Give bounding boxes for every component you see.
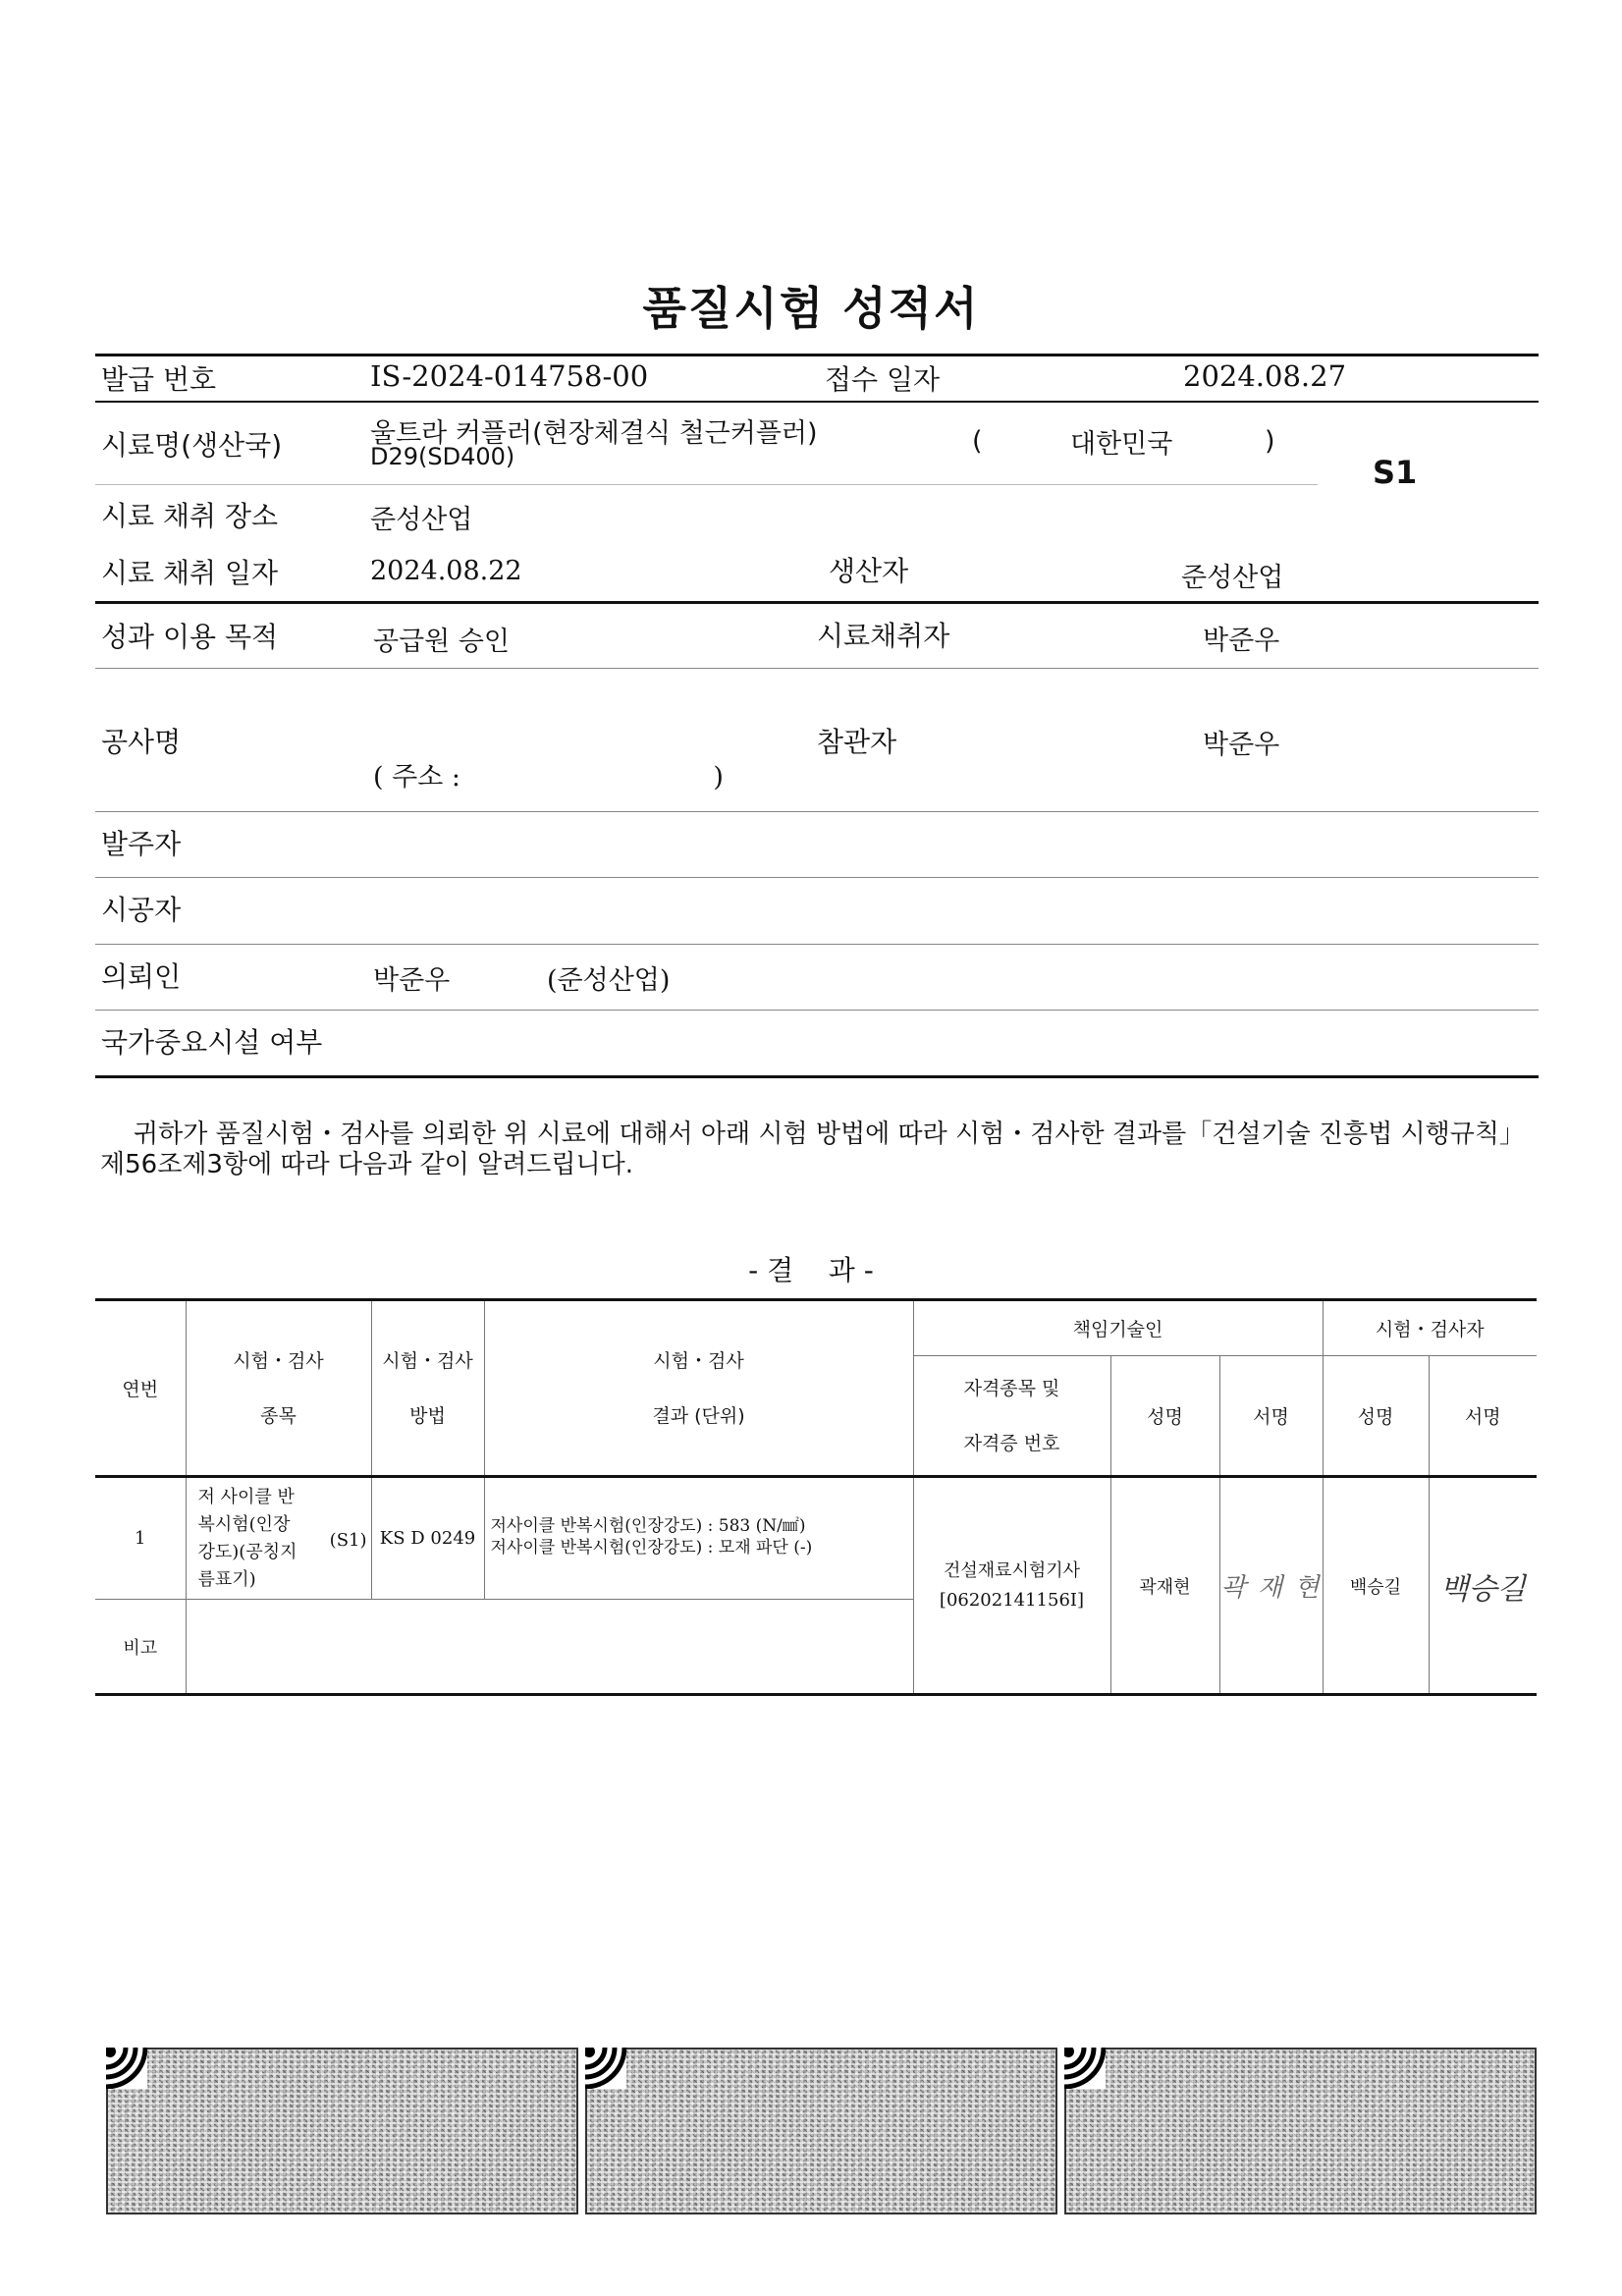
col-tester-header: 시험・검사자	[1323, 1300, 1537, 1356]
header-rule	[95, 401, 1539, 403]
receipt-date-label: 접수 일자	[825, 363, 941, 396]
divider	[95, 944, 1539, 945]
col-result-header	[484, 1300, 913, 1477]
verification-code-2	[585, 2048, 1057, 2214]
test-result	[484, 1477, 913, 1600]
sampling-date-label: 시료 채취 일자	[101, 557, 279, 589]
divider	[95, 1010, 1539, 1011]
project-name-label: 공사명	[101, 726, 182, 758]
sample-name: 울트라 커플러(현장체결식 철근커플러)	[370, 418, 818, 449]
qualification-number: [06202141156I]	[939, 1589, 1085, 1611]
col-method-header-line2: 방법	[409, 1404, 446, 1427]
header-bottom-rule	[95, 1075, 1539, 1078]
col-engineer-sign-header: 서명	[1219, 1356, 1323, 1477]
tester-signature	[1429, 1477, 1537, 1695]
country-paren-open: (	[972, 426, 983, 457]
sample-name-label: 시료명(생산국)	[101, 429, 283, 462]
test-method: KS D 0249	[371, 1477, 484, 1600]
client-label: 발주자	[101, 828, 182, 860]
country-paren-close: )	[1265, 426, 1275, 457]
test-item	[186, 1477, 371, 1600]
test-item-line4: 름표기)	[197, 1568, 256, 1590]
row-no: 1	[95, 1477, 186, 1600]
test-result-line1: 저사이클 반복시험(인장강도) : 583 (N/㎟)	[490, 1516, 806, 1536]
producer: 준성산업	[1181, 563, 1284, 593]
divider	[95, 811, 1539, 812]
col-method-header-line1: 시험・검사	[382, 1349, 473, 1372]
tester-name: 백승길	[1323, 1477, 1429, 1695]
verification-code-3	[1064, 2048, 1537, 2214]
issue-no-label: 발급 번호	[101, 363, 217, 396]
requester: 박준우	[373, 965, 451, 996]
col-item-header-line1: 시험・검사	[233, 1349, 324, 1372]
verification-code-1	[106, 2048, 578, 2214]
remarks-label: 비고	[95, 1600, 186, 1695]
col-method-header	[371, 1300, 484, 1477]
intro-statement: 귀하가 품질시험・검사를 의뢰한 위 시료에 대해서 아래 시험 방법에 따라 시험・검사한 결과를「건설기술 진흥법 시행규칙」제56조제3항에 따라 다음과 같이 알려드립니다.	[100, 1120, 1513, 1179]
divider	[95, 877, 1539, 878]
requester-label: 의뢰인	[101, 960, 182, 993]
results-table	[95, 1298, 1537, 1696]
header-top-rule	[95, 354, 1539, 356]
sampling-date: 2024.08.22	[370, 556, 522, 586]
sampler: 박준우	[1203, 626, 1280, 656]
document-title: 품질시험 성적서	[642, 282, 980, 335]
test-item-line1: 저 사이클 반	[197, 1486, 295, 1507]
sampling-place-label: 시료 채취 장소	[101, 500, 279, 532]
test-result-line2: 저사이클 반복시험(인장강도) : 모재 파단 (-)	[490, 1538, 813, 1558]
engineer-name: 곽재현	[1110, 1477, 1219, 1695]
sample-mark: S1	[1373, 454, 1418, 491]
col-qualification-line2: 자격증 번호	[963, 1432, 1060, 1454]
test-item-line2: 복시험(인장	[197, 1513, 291, 1535]
engineer-signature-text: 곽 재 현	[1220, 1573, 1322, 1603]
tester-signature-text: 백승길	[1439, 1571, 1526, 1607]
col-engineer-header: 책임기술인	[913, 1300, 1323, 1356]
col-tester-name-header: 성명	[1323, 1356, 1429, 1477]
divider	[95, 668, 1539, 669]
purpose-label: 성과 이용 목적	[101, 621, 279, 653]
header-rule	[95, 601, 1539, 604]
col-item-header-line2: 종목	[260, 1404, 297, 1427]
witness: 박준우	[1203, 730, 1280, 760]
col-tester-sign-header: 서명	[1429, 1356, 1537, 1477]
sample-spec: D29(SD400)	[370, 443, 515, 470]
engineer-signature	[1219, 1477, 1323, 1695]
col-item-header	[186, 1300, 371, 1477]
purpose: 공급원 승인	[373, 627, 510, 657]
contractor-label: 시공자	[101, 894, 182, 926]
qualification	[913, 1477, 1110, 1695]
witness-label: 참관자	[817, 726, 897, 758]
producer-label: 생산자	[829, 555, 909, 587]
qualification-name: 건설재료시험기사	[943, 1559, 1081, 1581]
corner-mark-icon	[106, 2048, 147, 2089]
test-item-line3: 강도)(공칭지	[197, 1541, 297, 1562]
project-address: ( 주소 : )	[373, 762, 724, 793]
col-no-header: 연번	[95, 1300, 186, 1477]
national-facility-label: 국가중요시설 여부	[101, 1026, 323, 1059]
col-engineer-name-header: 성명	[1110, 1356, 1219, 1477]
sampling-place: 준성산업	[370, 505, 473, 535]
col-qualification-line1: 자격종목 및	[963, 1377, 1060, 1399]
sampler-label: 시료채취자	[817, 620, 950, 652]
col-result-header-line1: 시험・검사	[653, 1349, 744, 1372]
remarks-value	[186, 1600, 913, 1695]
corner-mark-icon	[1064, 2048, 1106, 2089]
corner-mark-icon	[585, 2048, 626, 2089]
requester-company: (준성산업)	[547, 965, 671, 996]
result-heading: - 결 과 -	[748, 1254, 874, 1286]
col-result-header-line2: 결과 (단위)	[652, 1404, 745, 1427]
country-of-origin: 대한민국	[1070, 429, 1173, 460]
test-item-tag: (S1)	[329, 1530, 367, 1551]
issue-no: IS-2024-014758-00	[370, 359, 649, 393]
divider	[95, 484, 1318, 485]
col-qualification-header	[913, 1356, 1110, 1477]
receipt-date: 2024.08.27	[1183, 359, 1347, 393]
